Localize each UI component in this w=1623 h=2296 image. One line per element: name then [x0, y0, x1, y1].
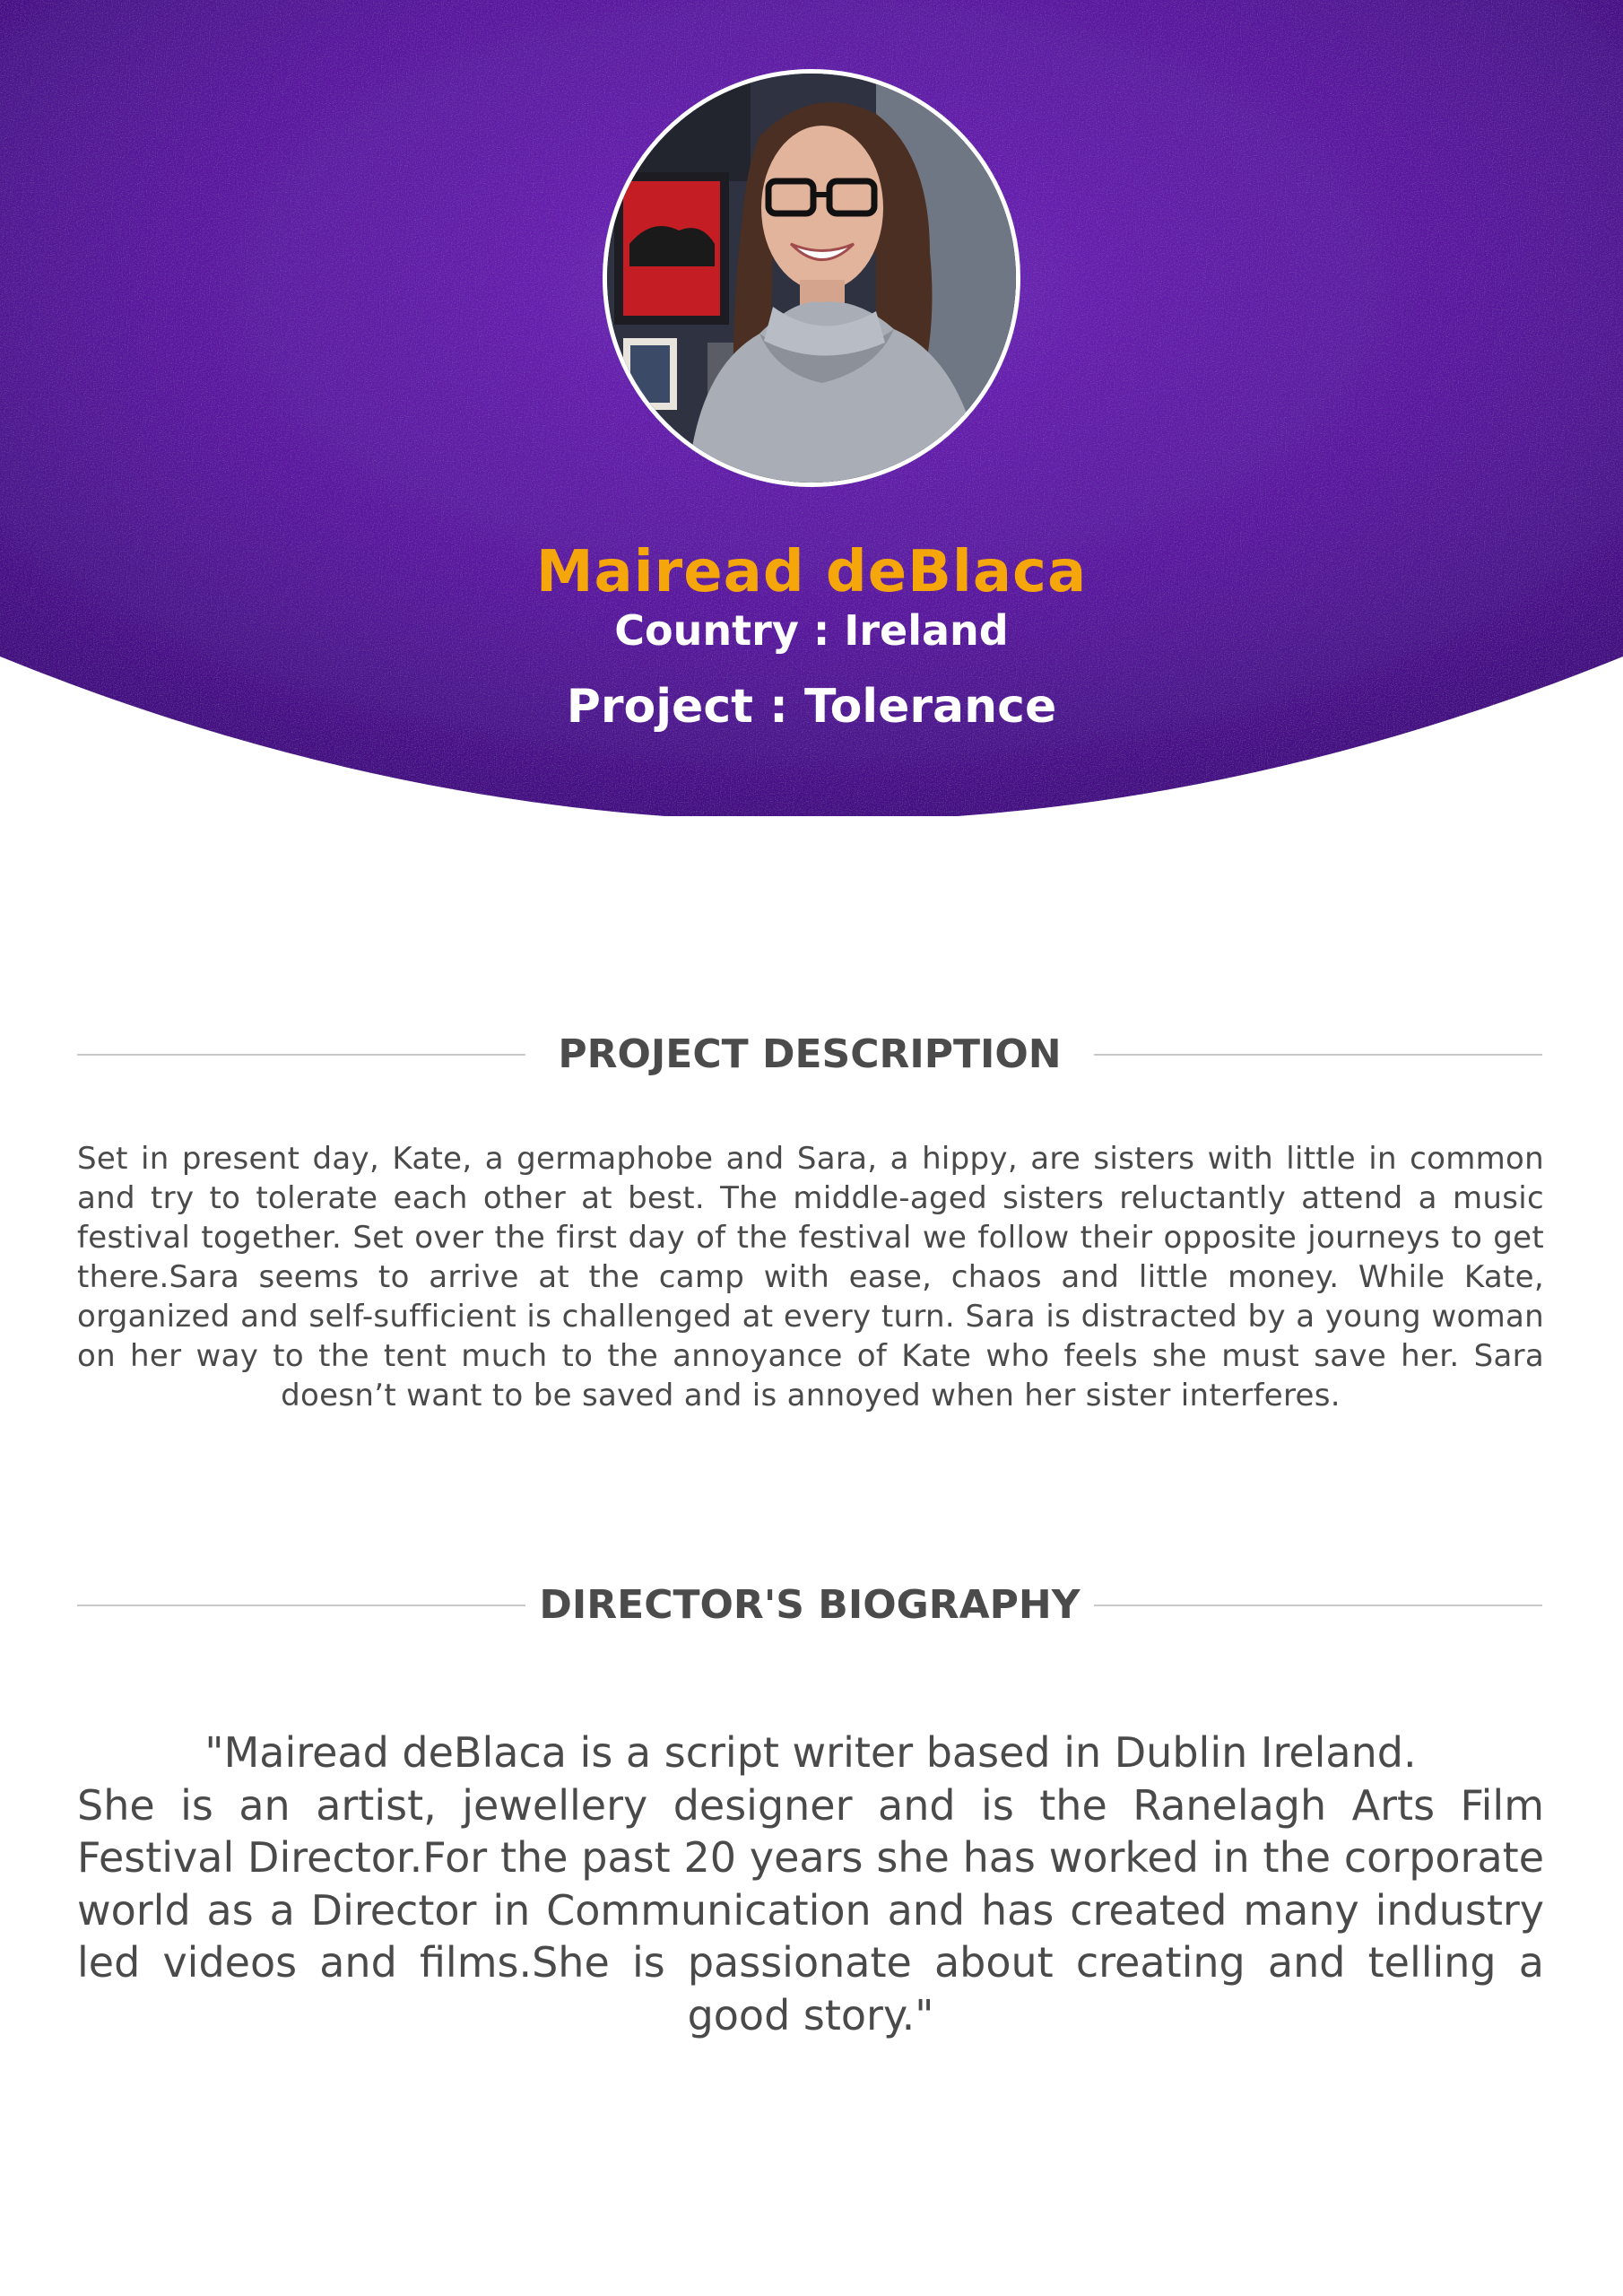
heading-rule-left	[77, 1054, 525, 1056]
heading-rule-right	[1094, 1605, 1542, 1606]
biography-body: She is an artist, jewellery designer and is the Ranelagh Arts Film Festival Director.For the past 20 years she has worked in the corporate world as a Director in Communication and has created many industry led videos and films.She is passionate about creating and telling a good story."	[77, 1780, 1544, 2039]
project-title: Project : Tolerance	[566, 680, 1057, 734]
section-title: DIRECTOR'S BIOGRAPHY	[539, 1582, 1081, 1628]
director-country: Country : Ireland	[614, 606, 1009, 655]
director-photo	[603, 69, 1020, 487]
director-name: Mairead deBlaca	[535, 539, 1088, 605]
project-description-heading	[77, 1023, 1542, 1086]
director-biography-text	[77, 1726, 1544, 2041]
heading-rule-left	[77, 1605, 525, 1606]
biography-first-line: "Mairead deBlaca is a script writer based in Dublin Ireland.	[204, 1728, 1417, 1777]
project-description-text: Set in present day, Kate, a germaphobe and Sara, a hippy, are sisters with little in common and try to tolerate each other at best. The middle-aged sisters reluctantly attend a music festival together. Set over the first day of the festival we follow their opposite journeys to get there.Sara seems to arrive at the camp with ease, chaos and little money. While Kate, organized and self-sufficient is challenged at every turn. Sara is distracted by a young woman on her way to the tent much to the annoyance of Kate who feels she must save her. Sara doesn’t want to be saved and is annoyed when her sister interferes.	[77, 1141, 1544, 1413]
director-biography-heading	[77, 1574, 1542, 1637]
section-title: PROJECT DESCRIPTION	[558, 1031, 1062, 1077]
heading-rule-right	[1094, 1054, 1542, 1056]
